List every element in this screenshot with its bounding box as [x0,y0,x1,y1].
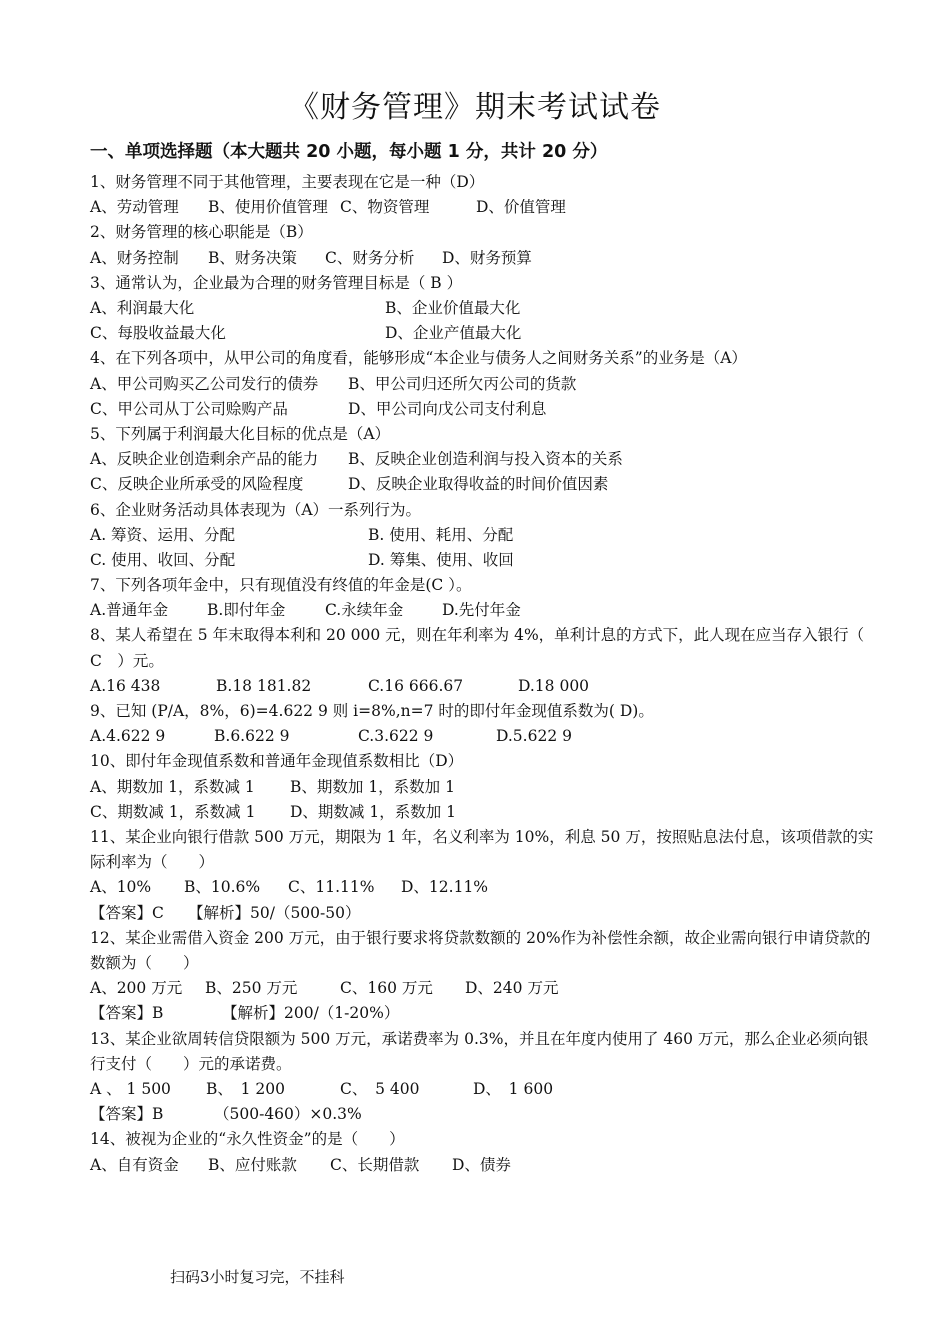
answer-option: D、反映企业取得收益的时间价值因素 [348,475,609,494]
answer-option: B. 使用、耗用、分配 [368,525,514,544]
question-text: 10、即付年金现值系数和普通年金现值系数相比（D） [90,752,464,771]
answer-analysis: （500-460）×0.3% [214,1105,362,1124]
answer-option: C、物资管理 [340,198,430,217]
answer-option: D.5.622 9 [496,727,572,746]
answer-option: A、甲公司购买乙公司发行的债券 [90,374,319,393]
answer-option: C、财务分析 [325,248,415,267]
option-row [90,800,880,825]
answer-option: D. 筹集、使用、收回 [368,550,514,569]
answer-option: B.6.622 9 [214,727,290,746]
question-text: 14、被视为企业的“永久性资金”的是（ ） [90,1130,405,1149]
answer-option: A.普通年金 [90,601,169,620]
answer-option: D、企业产值最大化 [385,324,522,343]
answer-option: B、甲公司归还所欠丙公司的货款 [348,374,577,393]
answer-option: B、应付账款 [208,1155,297,1174]
answer-option: C、11.11% [288,878,375,897]
answer-option: C、每股收益最大化 [90,324,226,343]
answer-option: A、利润最大化 [90,298,195,317]
question-text: 2、财务管理的核心职能是（B） [90,223,313,242]
answer-option: C、 5 400 [340,1080,420,1099]
option-row [90,321,880,346]
answer-option: A、财务控制 [90,248,179,267]
answer-analysis: 【解析】50/（500-50） [188,903,361,922]
option-row [90,472,880,497]
answer-option: A、期数加 1，系数减 1 [90,777,255,796]
answer-option: B、 1 200 [206,1080,286,1099]
section-heading: 一、单项选择题（本大题共 20 小题，每小题 1 分，共计 20 分） [90,142,608,162]
option-row [90,296,880,321]
option-row [90,195,880,220]
answer-option: D、财务预算 [442,248,532,267]
question-text: 1、财务管理不同于其他管理，主要表现在它是一种（D） [90,173,485,191]
answer-option: D、12.11% [401,878,489,897]
option-row [90,246,880,271]
answer-option: A 、 1 500 [90,1080,171,1099]
answer-option: D、240 万元 [465,979,559,998]
answer-option: A.4.622 9 [90,727,166,746]
answer-explanation [90,1102,880,1127]
question-text: 8、某人希望在 5 年末取得本利和 20 000 元，则在年利率为 4%，单利计息的方式下，此人现在应当存入银行（ C ）元。 [90,626,896,670]
answer-option: C、期数减 1，系数减 1 [90,802,256,821]
question-text: 6、企业财务活动具体表现为（A）一系列行为。 [90,500,422,519]
option-row [90,1077,880,1102]
answer-option: B.即付年金 [207,601,286,620]
answer-option: A. 筹资、运用、分配 [90,525,236,544]
answer-option: C.永续年金 [325,601,404,620]
answer-option: D、债券 [452,1155,511,1174]
answer-option: A、反映企业创造剩余产品的能力 [90,450,319,469]
answer-explanation [90,901,880,926]
answer-option: B、企业价值最大化 [385,298,521,317]
option-row [90,775,880,800]
answer-option: B、10.6% [184,878,261,897]
question-text: 7、下列各项年金中，只有现值没有终值的年金是(C ）。 [90,576,472,595]
question-text: 4、在下列各项中，从甲公司的角度看，能够形成“本企业与债务人之间财务关系”的业务是（A） [90,349,747,368]
answer-option: B、财务决策 [208,248,297,267]
question-text: 3、通常认为，企业最为合理的财务管理目标是（ B ） [90,273,463,292]
option-row [90,598,880,623]
answer-option: A、200 万元 [90,979,183,998]
answer-option: D、价值管理 [476,198,566,217]
answer-option: B.18 181.82 [216,676,312,695]
answer-key: 【答案】C [90,903,164,922]
option-row [90,372,880,397]
option-row [90,976,880,1001]
question-text: 13、某企业欲周转信贷限额为 500 万元，承诺费率为 0.3%，并且在年度内使用了 460 万元，那么企业必须向银行支付（ ）元的承诺费。 [90,1029,869,1073]
answer-option: C.3.622 9 [358,727,434,746]
option-row [90,1153,880,1178]
answer-option: D.先付年金 [442,601,521,620]
option-row [90,674,880,699]
answer-option: A.16 438 [90,676,161,695]
footer-note: 扫码3小时复习完，不挂科 [170,1268,345,1286]
answer-option: C、160 万元 [340,979,433,998]
question-text: 9、已知 (P/A，8%，6)=4.622 9 则 i=8%,n=7 时的即付年金现值系数为( D)。 [90,702,654,721]
question-text: 5、下列属于利润最大化目标的优点是（A） [90,424,391,443]
answer-option: B、250 万元 [205,979,298,998]
answer-option: D、期数减 1，系数加 1 [290,802,457,821]
exam-title: 《财务管理》期末考试试卷 [289,90,661,125]
answer-option: C. 使用、收回、分配 [90,550,236,569]
answer-option: B、使用价值管理 [208,198,328,217]
option-row [90,523,880,548]
option-row [90,447,880,472]
answer-analysis: 【解析】200/（1-20%） [222,1004,400,1023]
answer-option: A、10% [90,878,152,897]
option-row [90,875,880,900]
answer-option: C、长期借款 [330,1155,420,1174]
answer-option: D、甲公司向戊公司支付利息 [348,399,547,418]
answer-key: 【答案】B [90,1105,164,1124]
answer-option: A、劳动管理 [90,198,179,217]
question-text: 11、某企业向银行借款 500 万元，期限为 1 年，名义利率为 10%，利息 50 万，按照贴息法付息，该项借款的实际利率为（ ） [90,828,874,872]
answer-key: 【答案】B [90,1004,164,1023]
answer-option: D、 1 600 [473,1080,554,1099]
question-list [90,170,896,1178]
answer-option: C.16 666.67 [368,676,464,695]
answer-option: C、甲公司从丁公司赊购产品 [90,399,288,418]
option-row [90,397,880,422]
question-text: 12、某企业需借入资金 200 万元，由于银行要求将贷款数额的 20%作为补偿性余额，故企业需向银行申请贷款的数额为（ ） [90,928,871,973]
answer-explanation [90,1001,880,1026]
answer-option: A、自有资金 [90,1155,179,1174]
answer-option: B、反映企业创造利润与投入资本的关系 [348,450,623,469]
answer-option: B、期数加 1，系数加 1 [290,777,455,796]
option-row [90,548,880,573]
answer-option: D.18 000 [518,676,590,695]
option-row [90,724,880,749]
answer-option: C、反映企业所承受的风险程度 [90,475,304,494]
